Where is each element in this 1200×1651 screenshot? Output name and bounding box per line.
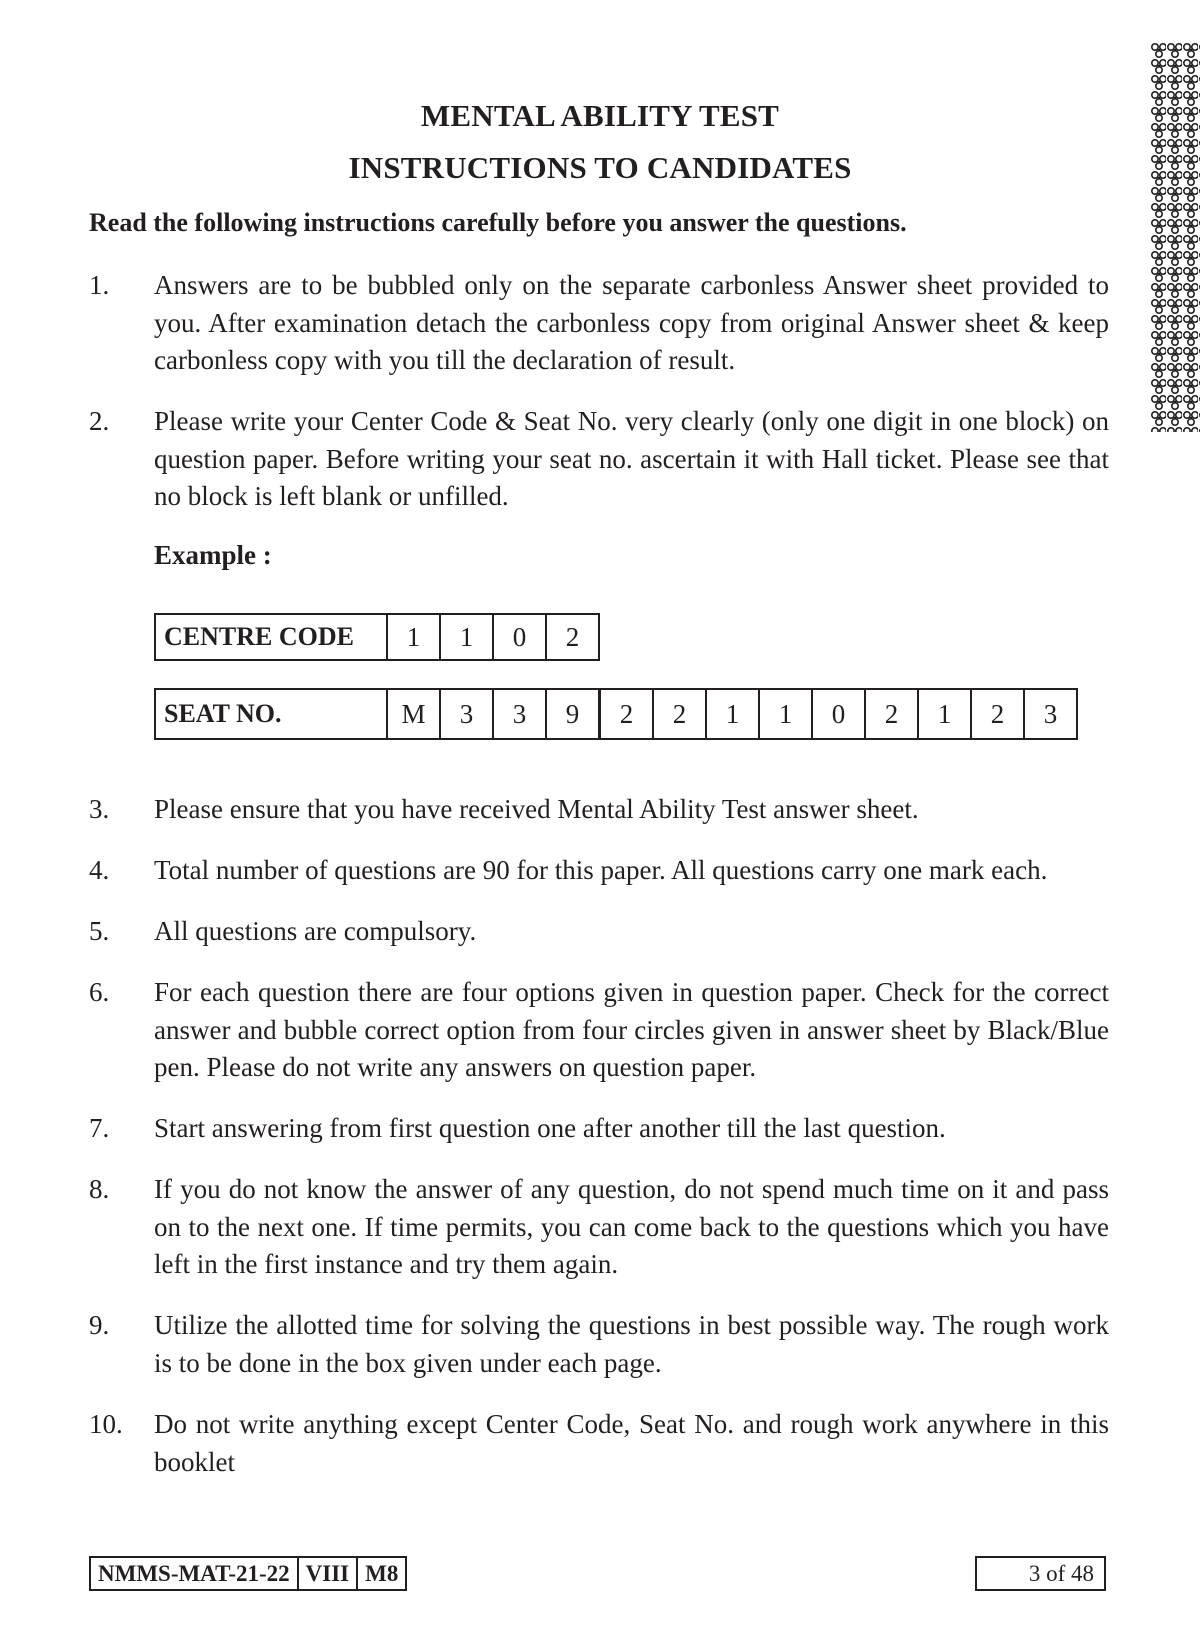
instruction-number: 6. bbox=[89, 977, 110, 1007]
instruction-text: Do not write anything except Center Code, Seat No. and rough work anywhere in this booklet bbox=[154, 1409, 1109, 1477]
instruction-number: 7. bbox=[89, 1113, 110, 1143]
medium-code: M8 bbox=[356, 1558, 405, 1589]
seat-number-digit: 2 bbox=[653, 689, 706, 739]
instruction-item bbox=[89, 974, 1109, 1087]
instruction-number: 9. bbox=[89, 1310, 110, 1340]
seat-number-digit: 2 bbox=[865, 689, 918, 739]
centre-code-table bbox=[154, 613, 600, 661]
seat-number-digit: 1 bbox=[918, 689, 971, 739]
seat-number-digit: M bbox=[387, 689, 440, 739]
instruction-text: If you do not know the answer of any question, do not spend much time on it and pass on to the next one. If time permits, you can come back to the questions which you have left in the first instance and try them again. bbox=[154, 1174, 1109, 1279]
instruction-item bbox=[89, 913, 1109, 951]
seat-number-digit: 9 bbox=[546, 689, 600, 739]
centre-code-digit: 1 bbox=[440, 614, 493, 660]
instruction-item bbox=[89, 791, 1109, 829]
instruction-text: All questions are compulsory. bbox=[154, 916, 477, 946]
intro-text: Read the following instructions carefully before you answer the questions. bbox=[89, 208, 907, 237]
instruction-number: 5. bbox=[89, 916, 110, 946]
seat-number-digit: 3 bbox=[493, 689, 546, 739]
instruction-item bbox=[89, 1307, 1109, 1382]
centre-code-digit: 1 bbox=[387, 614, 440, 660]
instruction-item bbox=[89, 403, 1109, 516]
seat-number-digit: 1 bbox=[759, 689, 812, 739]
instruction-text: Please ensure that you have received Mental Ability Test answer sheet. bbox=[154, 794, 919, 824]
seat-number-digit: 3 bbox=[1024, 689, 1077, 739]
instruction-text: For each question there are four options given in question paper. Check for the correct answer and bubble correct option from four circles given in answer sheet by Black/Blue pen. Please do not write any answers on question paper. bbox=[154, 977, 1109, 1082]
instruction-item bbox=[89, 1406, 1109, 1481]
instruction-text: Total number of questions are 90 for this paper. All questions carry one mark each. bbox=[154, 855, 1048, 885]
seat-number-digit: 3 bbox=[440, 689, 493, 739]
centre-code-digit: 2 bbox=[546, 614, 599, 660]
instruction-number: 4. bbox=[89, 855, 110, 885]
seat-number-digit: 1 bbox=[706, 689, 759, 739]
instruction-item bbox=[89, 1171, 1109, 1284]
instruction-number: 8. bbox=[89, 1174, 110, 1204]
instruction-item bbox=[89, 1110, 1109, 1148]
instruction-text: Start answering from first question one after another till the last question. bbox=[154, 1113, 946, 1143]
instruction-number: 1. bbox=[89, 270, 110, 300]
seat-number-table bbox=[154, 688, 1078, 740]
example-label: Example : bbox=[154, 540, 272, 570]
centre-code-label: CENTRE CODE bbox=[155, 614, 387, 660]
paper-code: NMMS-MAT-21-22 bbox=[98, 1561, 290, 1586]
instruction-number: 10. bbox=[89, 1409, 123, 1439]
page-subtitle: INSTRUCTIONS TO CANDIDATES bbox=[348, 150, 852, 185]
instruction-item bbox=[89, 852, 1109, 890]
seat-number-digit: 2 bbox=[971, 689, 1024, 739]
instruction-text: Answers are to be bubbled only on the separate carbonless Answer sheet provided to you. After examination detach the carbonless copy from original Answer sheet & keep carbonless copy with you till the declaration of result. bbox=[154, 270, 1109, 375]
page-number-box bbox=[975, 1556, 1106, 1591]
page-number: 3 of 48 bbox=[1028, 1561, 1094, 1586]
seat-number-digit: 0 bbox=[812, 689, 865, 739]
paper-code-box bbox=[89, 1556, 407, 1591]
class-code: VIII bbox=[297, 1558, 356, 1589]
seat-number-label: SEAT NO. bbox=[155, 689, 387, 739]
centre-code-digit: 0 bbox=[493, 614, 546, 660]
instruction-number: 2. bbox=[89, 406, 110, 436]
instruction-number: 3. bbox=[89, 794, 110, 824]
page-title: MENTAL ABILITY TEST bbox=[420, 98, 780, 133]
seat-number-digit: 2 bbox=[600, 689, 654, 739]
instruction-item bbox=[89, 267, 1109, 380]
instruction-text: Please write your Center Code & Seat No. very clearly (only one digit in one block) on question paper. Before writing your seat no. ascertain it with Hall ticket. Please see that no block is left blank or unfilled. bbox=[154, 406, 1109, 511]
instruction-text: Utilize the allotted time for solving the questions in best possible way. The rough work is to be done in the box given under each page. bbox=[154, 1310, 1109, 1378]
